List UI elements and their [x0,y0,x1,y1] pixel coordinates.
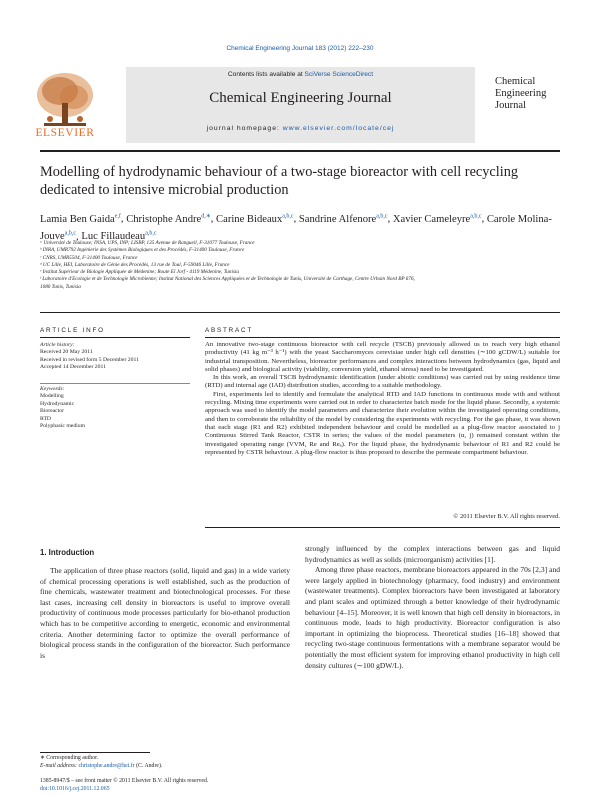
introduction-column-left [40,566,290,661]
affiliation: ᵇ INRA, UMR792 Ingénierie des Systèmes Biologiques et des Procédés, F-31400 Toulouse, France [40,247,245,254]
homepage-line [126,125,475,132]
abstract-paragraph: In this work, an overall TSCB hydrodynamic identification (under abiotic conditions) was carried out by using residence time (RTD) and internal age (IAD) distribution studies, according to a suitable methodology. [205,374,560,390]
author-affiliation-marks: a,b,c [145,230,157,237]
issn-line: 1385-8947/$ – see front matter © 2011 Elsevier B.V. All rights reserved. [40,778,209,784]
author-name: Carole Molina-Jouve [40,213,552,243]
cover-title-line: Journal [495,100,526,111]
footnote [40,755,162,771]
author [393,214,482,225]
introduction-paragraph: The application of three phase reactors (solid, liquid and gas) in a wide variety of chemical processing operations is well established, such as the production of fine chemicals, wastewater treatment and biotechnological processes. For these last cases, increasing cell density in bioreactors is useful to improve overall productivity of continuous mode processes particularly for bio-ethanol production which has to be competitive according to energetic, economic and environmental criteria. Another determining factor to optimize the overall performance of biological process stands in the configuration of the bioreactor. Such performance is [40,566,290,660]
email-line [40,763,162,771]
keyword: Polyphasic medium [40,423,86,430]
author-name: Sandrine Alfenore [298,213,377,225]
author-name: Luc Fillaudeau [81,231,146,243]
footer-identifiers [40,778,208,794]
author-name: Xavier Cameleyre [392,213,471,225]
abstract-bottom-rule [205,527,560,528]
keyword: Modelling [40,393,64,400]
contents-line [126,71,475,78]
elsevier-tree-logo [30,69,100,135]
cover-title-line: Chemical [495,76,536,87]
copyright-notice: © 2011 Elsevier B.V. All rights reserved. [453,513,560,520]
journal-reference[interactable]: Chemical Engineering Journal 183 (2012) 222–230 [226,45,374,52]
contents-prefix: Contents lists available at [227,71,305,78]
homepage-link[interactable]: www.elsevier.com/locate/cej [282,125,395,132]
author-affiliation-marks: a,b,c [376,213,388,219]
author-name: Carine Bideaux [216,213,283,225]
section-rule [40,312,560,313]
abstract-heading: ABSTRACT [205,327,253,334]
footnote-rule [40,752,150,753]
author [216,214,294,225]
publisher-wordmark: ELSEVIER [35,127,95,139]
email-label: E-mail address: [40,762,79,769]
cover-title-line: Engineering [495,88,547,99]
author-name: Lamia Ben Gaida [40,213,115,225]
email-suffix: (C. Andre). [134,762,163,769]
introduction-paragraph: strongly influenced by the complex interactions between gas and liquid hydrodynamics as well as solids (microorganism) activities [1]. [305,544,560,564]
email-link[interactable]: christophe.andre@hei.fr [78,762,135,769]
history-entry: Accepted 14 December 2011 [40,364,106,371]
author [40,214,121,225]
author-affiliation-marks: a,b,c [64,230,77,237]
affiliation: 1080 Tunis, Tunisia [40,283,81,290]
homepage-prefix: journal homepage: [206,125,283,132]
header-rule [40,150,560,152]
doi-link[interactable]: doi:10.1016/j.cej.2011.12.065 [40,785,110,792]
affiliation: ᵃ Université de Toulouse; INSA, UPS, INP; LISBP, 135 Avenue de Rangueil, F-31077 Toulouse, France [40,240,255,246]
introduction-heading: 1. Introduction [40,548,95,557]
keyword: RTD [40,415,52,422]
author [299,214,388,225]
author [126,214,211,225]
author-list: Lamia Ben Gaida$^{e,f}$, Christophe Andre$^{d,∗}$, Carine Bideaux$^{a,b,c}$, Sandrine Alfenore$^{a,b,c}$, Xavier Cameleyre$^{a,b,c}$, Carole Molina-Jouve$^{a,b,c}$, Luc Fillaudeau$^{a,b,c}$ [40,213,552,243]
author-affiliation-marks: e,f [114,213,121,219]
history-entry: Received in revised form 5 December 2011 [40,356,139,363]
abstract-paragraph: First, experiments led to identify and formulate the analytical RTD and IAD functions in continuous mode with and without recycling. Mixing time experiments were carried out in order to characterize batch mode for the liquid phase. Secondly, a systemic approach was used to identify the model parameters and characterize their evolution within the investigated operating conditions, and then to corroborate the reliability of the model by considering the experiments with recycling. For the gas phase, it was shown that each stage (R1 and R2) exhibited independent behaviour and could be modelled as a plug-flow reactor associated to j Continuous Stirred Tank Reactor, CSTR in series; the values of the model parameters (α, j) remained constant within the investigated operating range (VVM, Re and Reₐ). For the liquid phase, the hydrodynamic behaviour of R1 and R2 could be represented by CSTR behaviour. A plug-flow reactor is thus proposed to describe the permeate compartment behaviour. [205,390,560,456]
keywords-label: Keywords: [40,386,65,392]
keyword: Bioreactor [40,408,65,415]
author-name: Christophe Andre [126,213,202,225]
affiliation: ᶜ CNRS, UMR5504, F-31400 Toulouse, France [40,254,138,261]
abstract-rule [205,337,560,338]
article-info-heading: ARTICLE INFO [40,327,105,334]
article-history [40,342,139,372]
history-entry: Received 20 May 2011 [40,349,93,356]
abstract-body [205,341,560,457]
cover-title [495,76,585,112]
journal-name: Chemical Engineering Journal [209,90,392,106]
affiliations [40,240,565,291]
keyword: Hydrodynamic [40,400,75,407]
affiliation: ᵈ UC Lille, HEI, Laboratoire de Génie des Procédés, 13 rue de Toul, F-59046 Lille, France [40,261,230,268]
abstract-paragraph: An innovative two-stage continuous bioreactor with cell recycle (TSCB) previously allowed us to reach very high ethanol productivity (41 kg m⁻³ h⁻¹) with the yeast Saccharomyces cerevisiae under high cell densities (∼100 gCDW/L) suitable for industrial transposition. Nevertheless, bioreactor performances and complex interactions between hydrodynamics (gas, liquid and solid phases) and biological activity (viability, conversion yield, ethanol stress) need to be investigated. [205,341,560,373]
article-title: Modelling of hydrodynamic behaviour of a two-stage bioreactor with cell recycling dedicated to intensive microbial production [40,164,518,198]
corresponding-author-note: ∗ Corresponding author. [40,755,99,761]
sciencedirect-link[interactable]: SciVerse ScienceDirect [304,71,374,78]
author-affiliation-marks: d,∗ [201,213,211,219]
affiliation: ᶠ Laboratoire d'Ecologie et de Technologie Microbienne; Institut National des Sciences Appliquées et de Technologie de Tunis, Université de Carthage, Centre Urbain Nord BP 676, [40,276,415,283]
article-info-rule [40,337,190,338]
introduction-column-right [305,544,560,671]
history-label: Article history: [40,342,75,348]
author-affiliation-marks: a,b,c [282,213,294,219]
keywords-rule [40,383,190,384]
affiliation: ᵉ Institut Supérieur de Biologie Appliquée de Médenine; Route El Jorf - 4119 Médenine, Tunisia [40,269,239,276]
introduction-paragraph: Among three phase reactors, membrane bioreactors appeared in the 70s [2,3] and were largely applied in biotechnology (pharmacy, food industry) and environment (wastewater treatments). Complex bioreactors have been investigated at laboratory and plant scales and optimized through a better knowledge of their hydrodynamic behaviour [4–15]. Moreover, it is well known that high cell density in bioreactors, in continuous mode, leads to high productivity. Bioreactor configuration is also important in optimizing the bioprocess. Theoretical studies [16–18] showed that recycling two-stage continuous fermentations with a membrane separator would be potentially the most efficient system for improving ethanol productivity in high cell density cultures (∼100 gDW/L). [305,565,560,670]
keywords [40,386,85,430]
author-affiliation-marks: a,b,c [470,213,482,219]
